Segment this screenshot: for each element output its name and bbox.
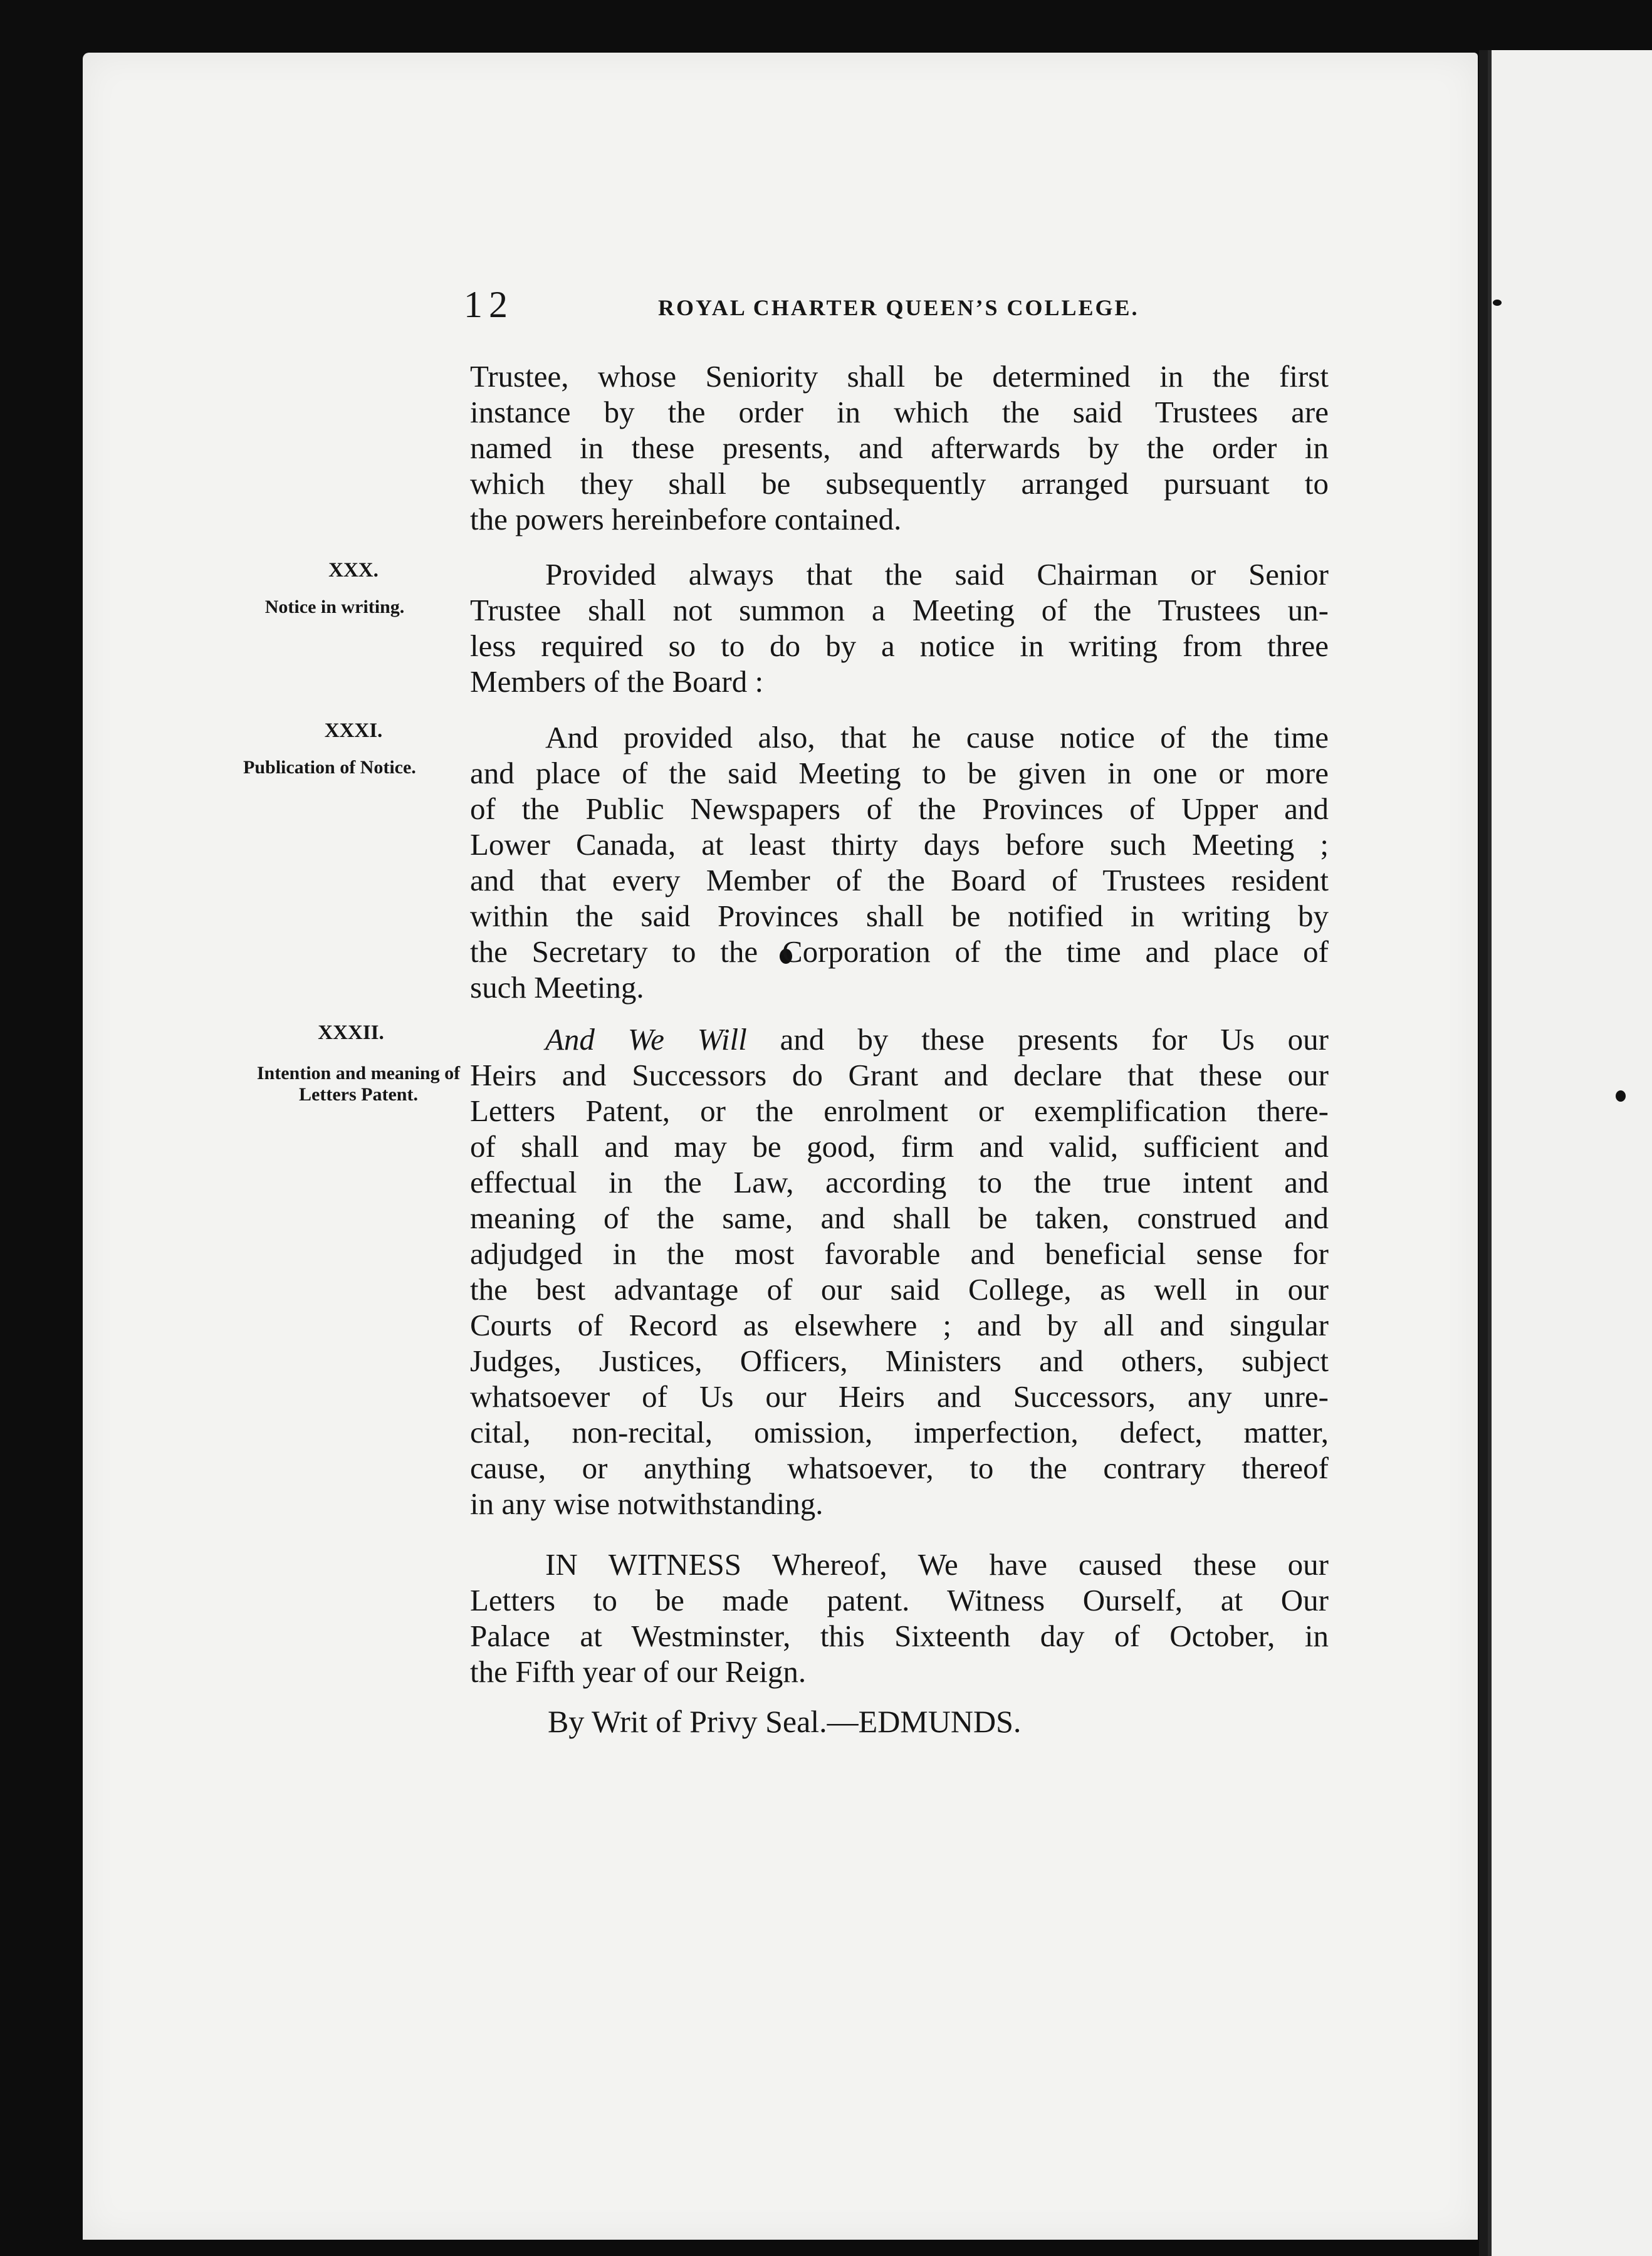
text-line: instance by the order in which the said Trustees are	[470, 395, 1329, 429]
text-line: such Meeting.	[470, 970, 644, 1005]
italic-lead: And We Will	[545, 1022, 747, 1057]
page-number: 12	[464, 284, 514, 325]
text-line: And provided also, that he cause notice of the time	[545, 720, 1329, 755]
text-line: Lower Canada, at least thirty days before such Meeting ;	[470, 827, 1329, 862]
text-line: Trustee, whose Seniority shall be determined in the first	[470, 359, 1329, 394]
text-line: within the said Provinces shall be notified in writing by	[470, 899, 1329, 933]
paragraph-xxx	[470, 556, 1329, 699]
scan-speck	[1493, 300, 1502, 306]
text-line: cause, or anything whatsoever, to the contrary thereof	[470, 1451, 1329, 1485]
paragraph-xxxii	[470, 1021, 1329, 1522]
section-number-xxx: XXX.	[328, 559, 379, 582]
paragraph-xxxi	[470, 719, 1329, 1005]
text-line: Letters Patent, or the enrolment or exemplification there-	[470, 1094, 1329, 1128]
text-line: Letters to be made patent. Witness Ourself, at Our	[470, 1583, 1329, 1617]
paragraph-in-witness	[470, 1547, 1329, 1689]
text-line: the best advantage of our said College, as well in our	[470, 1272, 1329, 1307]
text-line: adjudged in the most favorable and beneficial sense for	[470, 1236, 1329, 1271]
paragraph-continuation	[470, 358, 1329, 537]
text-line: which they shall be subsequently arranged pursuant to	[470, 466, 1329, 501]
text-line: meaning of the same, and shall be taken, construed and	[470, 1201, 1329, 1235]
text-line: whatsoever of Us our Heirs and Successors, any unre-	[470, 1379, 1329, 1414]
text-line: effectual in the Law, according to the true intent and	[470, 1165, 1329, 1199]
text-line: of shall and may be good, firm and valid, sufficient and	[470, 1129, 1329, 1164]
section-number-xxxi: XXXI.	[324, 719, 383, 742]
text-line: the Secretary to the Corporation of the time and place of	[470, 934, 1329, 969]
text-line: Members of the Board :	[470, 664, 764, 699]
text-line: Palace at Westminster, this Sixteenth day of October, in	[470, 1619, 1329, 1653]
text-line: less required so to do by a notice in writing from three	[470, 629, 1329, 663]
text-line: in any wise notwithstanding.	[470, 1486, 823, 1521]
text-line: and place of the said Meeting to be given in one or more	[470, 756, 1329, 790]
sidenote-notice-in-writing: Notice in writing.	[264, 597, 405, 617]
text-line: Trustee shall not summon a Meeting of the Trustees un-	[470, 593, 1329, 627]
page-gutter	[1479, 50, 1488, 2256]
signoff: By Writ of Privy Seal.—EDMUNDS.	[548, 1704, 1022, 1739]
text-line: Judges, Justices, Officers, Ministers and others, subject	[470, 1344, 1329, 1378]
text-line: Heirs and Successors do Grant and declare that these our	[470, 1058, 1329, 1092]
running-head	[464, 283, 1203, 327]
sidenote-publication-of-notice: Publication of Notice.	[243, 757, 416, 778]
text-line: IN WITNESS Whereof, We have caused these our	[545, 1547, 1329, 1582]
text-line: Provided always that the said Chairman or Senior	[545, 557, 1329, 592]
text-line: and that every Member of the Board of Trustees resident	[470, 863, 1329, 897]
text-line: named in these presents, and afterwards by the order in	[470, 431, 1329, 465]
text-line: the powers hereinbefore contained.	[470, 502, 902, 536]
adjacent-page-edge	[1488, 50, 1652, 2256]
text-line: of the Public Newspapers of the Provinces of Upper and	[470, 791, 1329, 826]
section-number-xxxii: XXXII.	[318, 1021, 384, 1044]
text-line: the Fifth year of our Reign.	[470, 1654, 807, 1689]
sidenote-intention-and-meaning: Intention and meaning of Letters Patent.	[256, 1063, 461, 1105]
text-line: And We Will and by these presents for Us our	[545, 1022, 1329, 1057]
running-head-title: ROYAL CHARTER QUEEN’S COLLEGE.	[658, 295, 1139, 320]
text-line: cital, non-recital, omission, imperfection, defect, matter,	[470, 1415, 1329, 1449]
text-line: Courts of Record as elsewhere ; and by all and singular	[470, 1308, 1329, 1342]
scan-speck	[1616, 1090, 1626, 1102]
